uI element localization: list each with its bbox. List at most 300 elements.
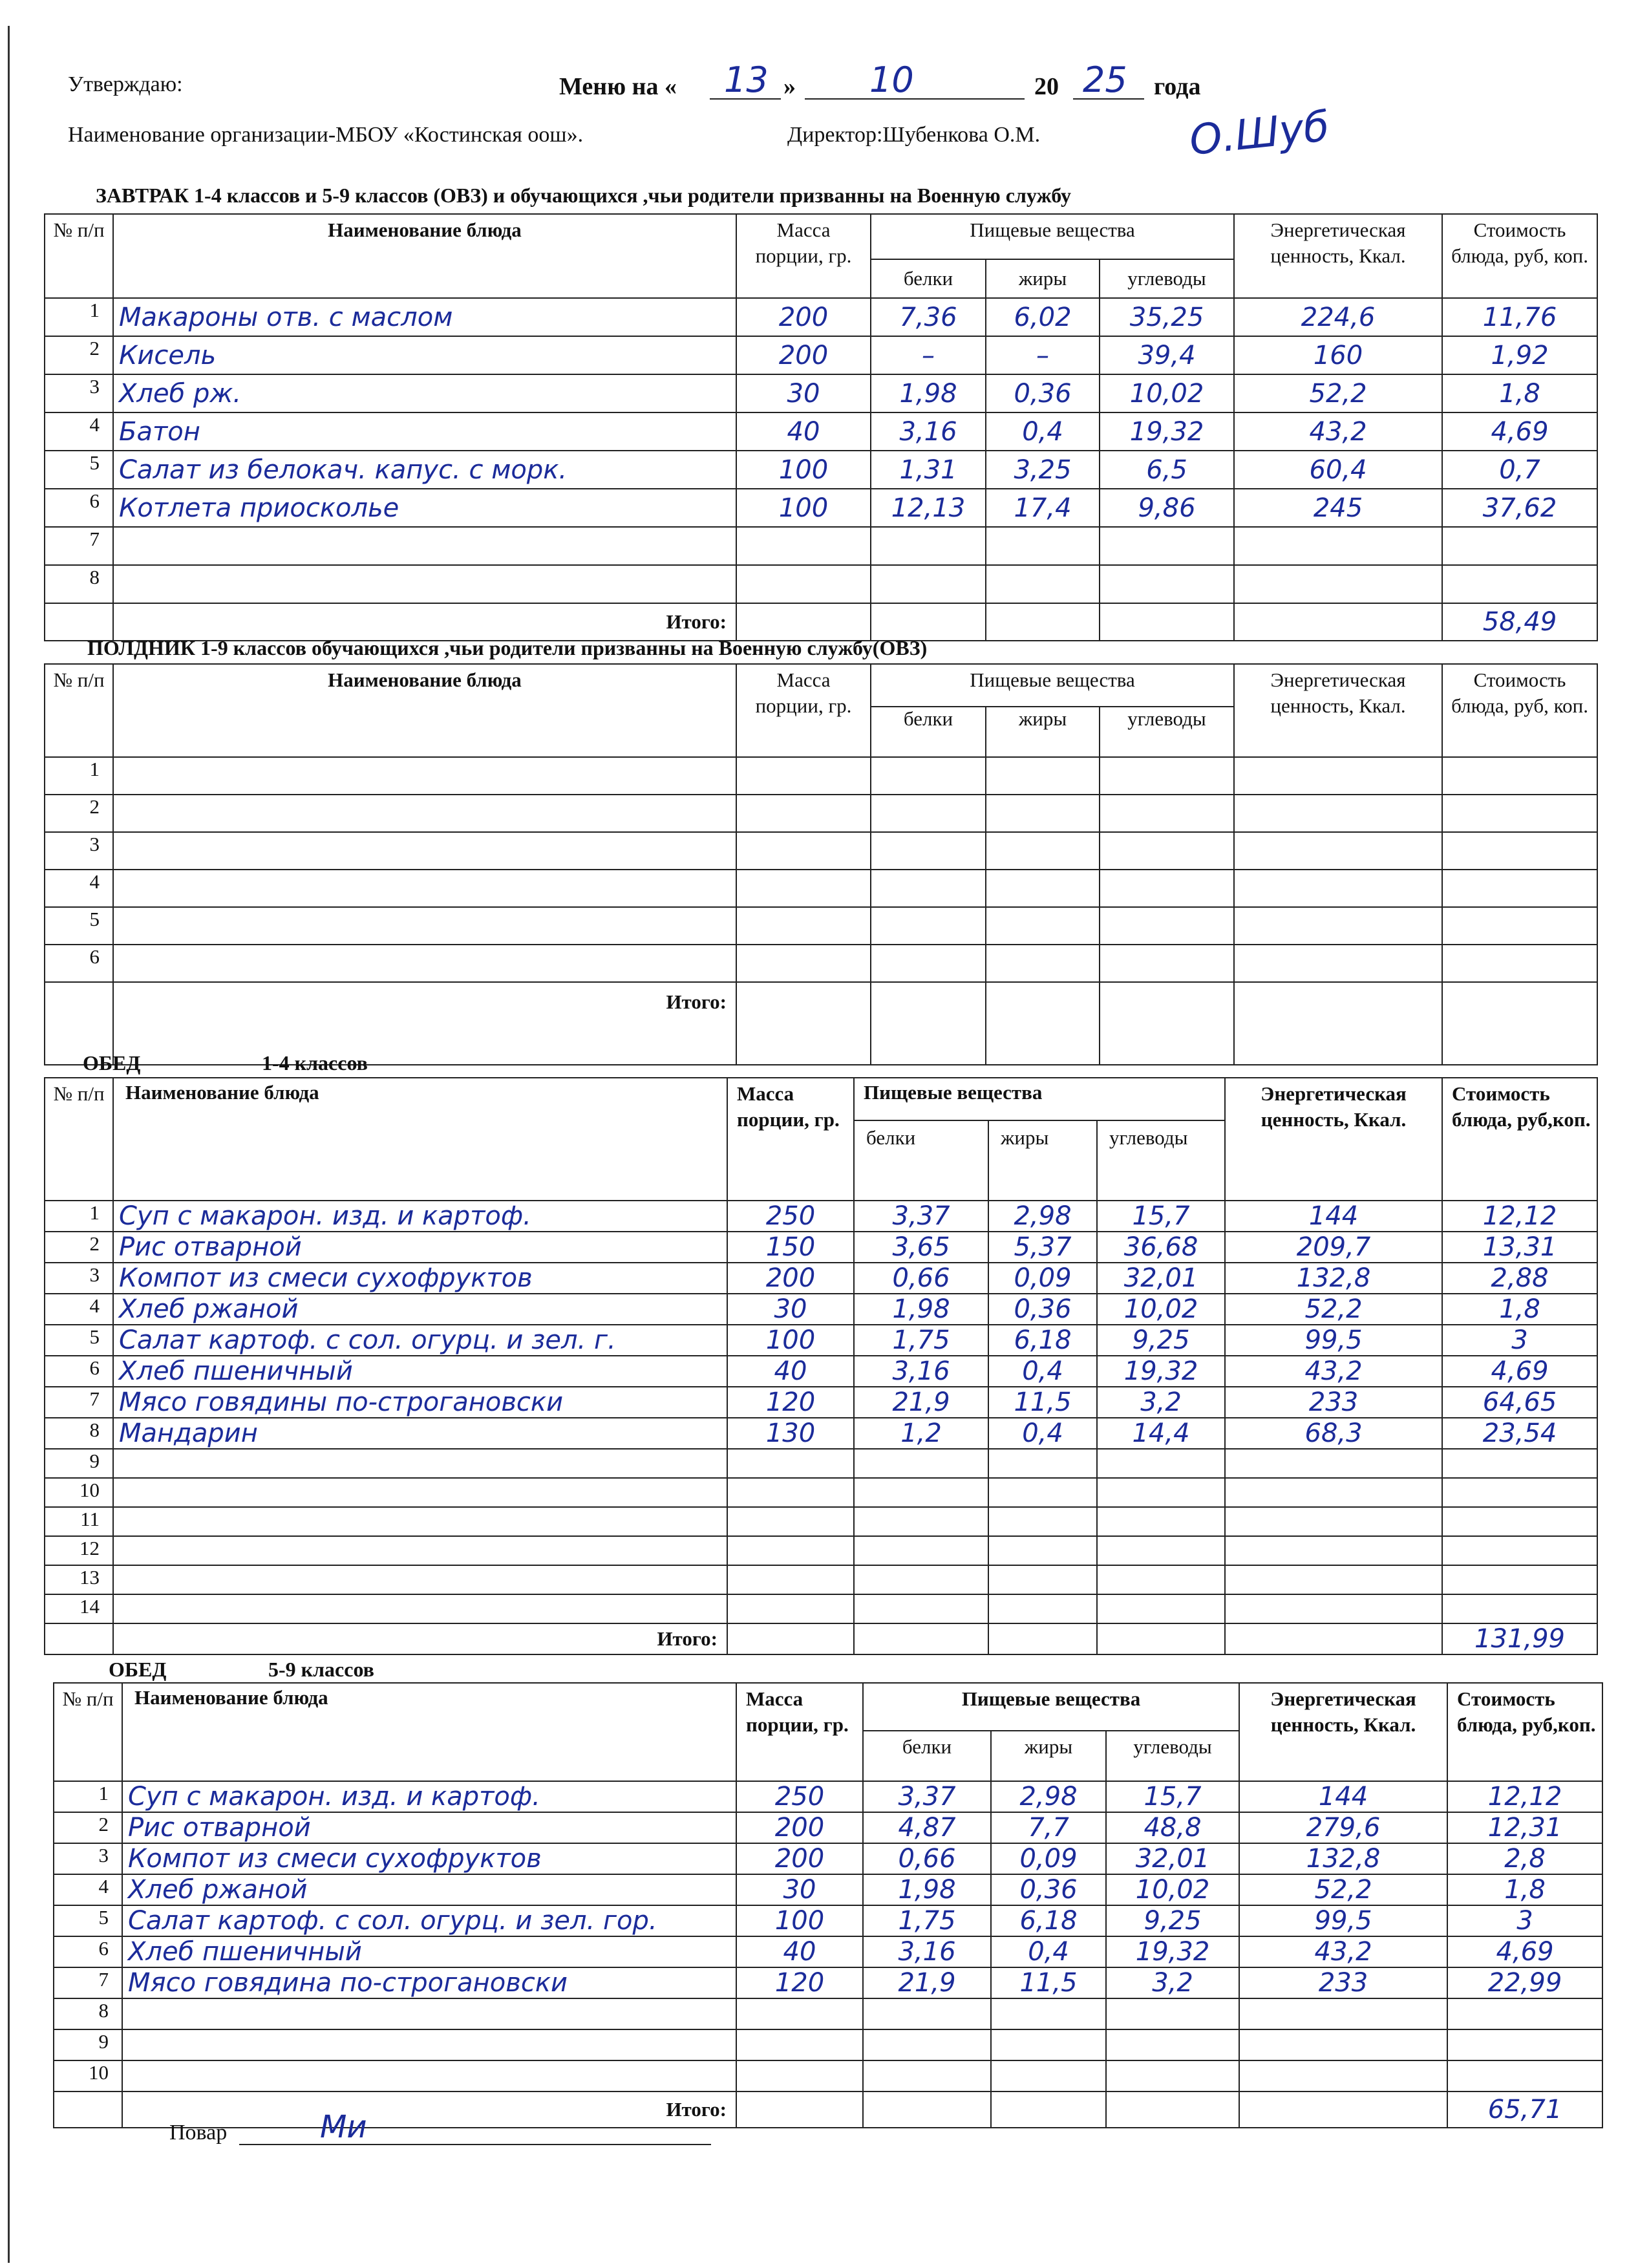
table-row (45, 374, 1597, 412)
portion-mass (727, 1507, 854, 1536)
dish-name: Рис отварной (122, 1812, 736, 1843)
carbs-value (1097, 1507, 1225, 1536)
menu-mid: » (783, 73, 796, 100)
cost-value: 4,69 (1442, 412, 1597, 451)
col-name: Наименование блюда (113, 214, 736, 298)
total-label: Итого: (113, 603, 736, 641)
fat-value: 0,4 (988, 1356, 1097, 1387)
energy-value (1234, 832, 1442, 870)
col-carbs: углеводы (1100, 707, 1234, 757)
table-row (45, 412, 1597, 451)
energy-value (1225, 1536, 1442, 1565)
fat-value: 2,98 (988, 1201, 1097, 1232)
carbs-value (1100, 527, 1234, 565)
col-mass: Масса порции, гр. (736, 1683, 863, 1781)
carbs-value (1106, 2029, 1239, 2060)
portion-mass: 120 (736, 1967, 863, 1998)
cost-value: 64,65 (1442, 1387, 1597, 1418)
menu-month: 10 (869, 59, 914, 100)
fat-value (988, 1536, 1097, 1565)
row-number: 3 (45, 1263, 113, 1294)
cost-value: 12,12 (1442, 1201, 1597, 1232)
fat-value (986, 870, 1100, 907)
lunch59-table (53, 1682, 1603, 2128)
dish-name (113, 1536, 727, 1565)
row-number: 13 (45, 1565, 113, 1594)
row-number: 9 (54, 2029, 122, 2060)
col-name: Наименование блюда (122, 1683, 736, 1781)
dish-name (113, 832, 736, 870)
protein-value (871, 795, 986, 832)
fat-value: 0,4 (991, 1936, 1106, 1967)
col-carbs: углеводы (1100, 259, 1234, 298)
energy-value (1225, 1565, 1442, 1594)
col-no: № п/п (45, 214, 113, 298)
row-number: 1 (45, 757, 113, 795)
carbs-value (1097, 1478, 1225, 1507)
cost-value: 23,54 (1442, 1418, 1597, 1449)
row-number: 7 (45, 527, 113, 565)
portion-mass (736, 870, 871, 907)
carbs-value (1106, 2060, 1239, 2091)
energy-value (1234, 795, 1442, 832)
fat-value (986, 565, 1100, 603)
energy-value: 279,6 (1239, 1812, 1447, 1843)
cost-value (1447, 2029, 1602, 2060)
lunch14-table (44, 1077, 1598, 1655)
portion-mass (736, 907, 871, 945)
protein-value (854, 1449, 988, 1478)
fat-value (986, 757, 1100, 795)
row-number: 6 (45, 489, 113, 527)
energy-value: 60,4 (1234, 451, 1442, 489)
energy-value (1234, 870, 1442, 907)
breakfast-title: ЗАВТРАК 1-4 классов и 5-9 классов (ОВЗ) и обучающихся ,чьи родители призванны на Военную службу (96, 184, 1072, 207)
fat-value (988, 1565, 1097, 1594)
energy-value: 132,8 (1239, 1843, 1447, 1874)
protein-value: 21,9 (854, 1387, 988, 1418)
table-row (45, 565, 1597, 603)
fat-value (986, 832, 1100, 870)
protein-value: 1,75 (863, 1905, 991, 1936)
dish-name (113, 907, 736, 945)
col-energy: Энергетическая ценность, Ккал. (1234, 664, 1442, 757)
menu-day: 13 (724, 59, 769, 100)
cost-value (1442, 1478, 1597, 1507)
snack-title: ПОЛДНИК 1-9 классов обучающихся ,чьи родители призванны на Военную службу(ОВЗ) (87, 636, 928, 659)
portion-mass: 250 (727, 1201, 854, 1232)
col-protein: белки (871, 707, 986, 757)
table-row (45, 1449, 1597, 1478)
table-row (45, 1325, 1597, 1356)
carbs-value: 9,25 (1106, 1905, 1239, 1936)
lunch59-title-a: ОБЕД (109, 1658, 167, 1681)
protein-value: 1,31 (871, 451, 986, 489)
fat-value (988, 1449, 1097, 1478)
portion-mass: 200 (736, 298, 871, 336)
carbs-value: 14,4 (1097, 1418, 1225, 1449)
energy-value: 43,2 (1239, 1936, 1447, 1967)
row-number: 14 (45, 1594, 113, 1623)
lunch14-total: 131,99 (1442, 1623, 1597, 1654)
table-row (45, 336, 1597, 374)
row-number: 10 (45, 1478, 113, 1507)
portion-mass: 40 (727, 1356, 854, 1387)
fat-value: 0,4 (988, 1418, 1097, 1449)
col-mass: Масса порции, гр. (727, 1078, 854, 1201)
energy-value: 52,2 (1225, 1294, 1442, 1325)
portion-mass: 100 (736, 1905, 863, 1936)
dish-name: Мясо говядины по-строгановски (113, 1387, 727, 1418)
year-suffix: 25 (1083, 59, 1127, 100)
dish-name: Котлета приоскольe (113, 489, 736, 527)
col-mass: Масса порции, гр. (736, 664, 871, 757)
dish-name: Хлеб пшеничный (113, 1356, 727, 1387)
table-row (54, 1781, 1602, 1812)
table-row (45, 1294, 1597, 1325)
carbs-value: 19,32 (1106, 1936, 1239, 1967)
portion-mass: 200 (727, 1263, 854, 1294)
table-row (54, 2029, 1602, 2060)
col-mass: Масса порции, гр. (736, 214, 871, 298)
portion-mass (727, 1565, 854, 1594)
cost-value (1442, 757, 1597, 795)
col-cost: Стоимость блюда, руб, коп. (1442, 664, 1597, 757)
energy-value (1225, 1594, 1442, 1623)
table-row (54, 1998, 1602, 2029)
cost-value (1442, 1507, 1597, 1536)
protein-value (871, 870, 986, 907)
portion-mass: 120 (727, 1387, 854, 1418)
energy-value (1225, 1449, 1442, 1478)
carbs-value: 10,02 (1106, 1874, 1239, 1905)
dish-name (113, 527, 736, 565)
row-number: 4 (54, 1874, 122, 1905)
cost-value: 4,69 (1447, 1936, 1602, 1967)
dish-name: Рис отварной (113, 1232, 727, 1263)
cost-value (1442, 565, 1597, 603)
protein-value (863, 2060, 991, 2091)
cost-value (1442, 1565, 1597, 1594)
table-row (54, 1936, 1602, 1967)
table-row (54, 1967, 1602, 1998)
total-label: Итого: (113, 982, 736, 1065)
portion-mass: 30 (736, 374, 871, 412)
table-row (45, 1594, 1597, 1623)
portion-mass: 200 (736, 336, 871, 374)
carbs-value: 19,32 (1100, 412, 1234, 451)
energy-value (1239, 1998, 1447, 2029)
row-number: 8 (45, 1418, 113, 1449)
cook-underline (239, 2144, 711, 2145)
fat-value (986, 945, 1100, 982)
portion-mass: 30 (727, 1294, 854, 1325)
dish-name (113, 1565, 727, 1594)
protein-value: 12,13 (871, 489, 986, 527)
protein-value (871, 757, 986, 795)
table-row (45, 945, 1597, 982)
dish-name: Батон (113, 412, 736, 451)
table-row (45, 757, 1597, 795)
protein-value: 21,9 (863, 1967, 991, 1998)
table-row (45, 907, 1597, 945)
carbs-value (1100, 945, 1234, 982)
portion-mass: 250 (736, 1781, 863, 1812)
carbs-value: 48,8 (1106, 1812, 1239, 1843)
table-row (45, 795, 1597, 832)
org-name: Наименование организации-МБОУ «Костинская оош». (68, 123, 584, 147)
carbs-value: 39,4 (1100, 336, 1234, 374)
col-protein: белки (871, 259, 986, 298)
portion-mass (736, 1998, 863, 2029)
energy-value: 144 (1225, 1201, 1442, 1232)
energy-value: 68,3 (1225, 1418, 1442, 1449)
total-label: Итого: (122, 2091, 736, 2128)
row-number: 1 (45, 1201, 113, 1232)
fat-value (988, 1478, 1097, 1507)
table-row (54, 1905, 1602, 1936)
col-nutrients: Пищевые вещества (863, 1683, 1239, 1731)
portion-mass: 40 (736, 412, 871, 451)
energy-value: 52,2 (1234, 374, 1442, 412)
row-number: 8 (45, 565, 113, 603)
protein-value: 3,37 (854, 1201, 988, 1232)
row-number: 2 (45, 336, 113, 374)
col-nutrients: Пищевые вещества (871, 664, 1234, 707)
cost-value: 1,8 (1442, 374, 1597, 412)
table-row (45, 1507, 1597, 1536)
cost-value: 1,8 (1447, 1874, 1602, 1905)
energy-value (1234, 565, 1442, 603)
cost-value: 3 (1442, 1325, 1597, 1356)
fat-value (991, 1998, 1106, 2029)
protein-value (854, 1565, 988, 1594)
fat-value (988, 1507, 1097, 1536)
portion-mass: 40 (736, 1936, 863, 1967)
col-no: № п/п (45, 1078, 113, 1201)
fat-value: 5,37 (988, 1232, 1097, 1263)
cost-value (1442, 1536, 1597, 1565)
carbs-value: 32,01 (1097, 1263, 1225, 1294)
portion-mass (736, 757, 871, 795)
protein-value: 0,66 (863, 1843, 991, 1874)
portion-mass: 130 (727, 1418, 854, 1449)
table-row (45, 489, 1597, 527)
portion-mass: 100 (736, 451, 871, 489)
row-number: 5 (45, 451, 113, 489)
table-row (45, 1263, 1597, 1294)
protein-value: – (871, 336, 986, 374)
table-row (54, 2060, 1602, 2091)
fat-value: 11,5 (988, 1387, 1097, 1418)
fat-value (986, 907, 1100, 945)
carbs-value: 3,2 (1106, 1967, 1239, 1998)
fat-value: 2,98 (991, 1781, 1106, 1812)
fat-value: 0,4 (986, 412, 1100, 451)
col-cost: Стоимость блюда, руб,коп. (1442, 1078, 1597, 1201)
protein-value: 1,98 (871, 374, 986, 412)
cost-value: 13,31 (1442, 1232, 1597, 1263)
row-number: 8 (54, 1998, 122, 2029)
fat-value: 3,25 (986, 451, 1100, 489)
protein-value: 4,87 (863, 1812, 991, 1843)
portion-mass (736, 2060, 863, 2091)
row-number: 9 (45, 1449, 113, 1478)
carbs-value (1097, 1536, 1225, 1565)
col-nutrients: Пищевые вещества (871, 214, 1234, 259)
dish-name (113, 1478, 727, 1507)
carbs-value (1100, 565, 1234, 603)
row-number: 10 (54, 2060, 122, 2091)
energy-value (1234, 527, 1442, 565)
protein-value: 1,75 (854, 1325, 988, 1356)
cost-value (1442, 795, 1597, 832)
col-protein: белки (854, 1120, 988, 1201)
cost-value: 1,8 (1442, 1294, 1597, 1325)
protein-value: 1,98 (854, 1294, 988, 1325)
carbs-value: 15,7 (1106, 1781, 1239, 1812)
energy-value: 43,2 (1225, 1356, 1442, 1387)
total-label: Итого: (113, 1623, 727, 1654)
protein-value: 1,98 (863, 1874, 991, 1905)
row-number: 2 (45, 1232, 113, 1263)
cost-value (1447, 2060, 1602, 2091)
protein-value (854, 1507, 988, 1536)
cost-value: 4,69 (1442, 1356, 1597, 1387)
cost-value: 37,62 (1442, 489, 1597, 527)
dish-name: Хлеб пшеничный (122, 1936, 736, 1967)
row-number: 12 (45, 1536, 113, 1565)
carbs-value: 9,86 (1100, 489, 1234, 527)
cost-value: 2,8 (1447, 1843, 1602, 1874)
energy-value: 99,5 (1239, 1905, 1447, 1936)
protein-value (871, 945, 986, 982)
protein-value (854, 1594, 988, 1623)
protein-value (854, 1478, 988, 1507)
energy-value: 99,5 (1225, 1325, 1442, 1356)
col-energy: Энергетическая ценность, Ккал. (1239, 1683, 1447, 1781)
dish-name: Суп с макарон. изд. и картоф. (113, 1201, 727, 1232)
table-row (54, 1874, 1602, 1905)
lunch14-title-b: 1-4 классов (262, 1051, 368, 1075)
carbs-value (1100, 832, 1234, 870)
col-name: Наименование блюда (113, 664, 736, 757)
table-row (45, 527, 1597, 565)
portion-mass (736, 795, 871, 832)
carbs-value (1097, 1449, 1225, 1478)
protein-value (854, 1536, 988, 1565)
portion-mass (736, 945, 871, 982)
row-number: 7 (45, 1387, 113, 1418)
energy-value (1239, 2029, 1447, 2060)
energy-value: 245 (1234, 489, 1442, 527)
col-no: № п/п (45, 664, 113, 757)
energy-value: 233 (1239, 1967, 1447, 1998)
dish-name (113, 1507, 727, 1536)
table-row (45, 1418, 1597, 1449)
fat-value: 0,36 (988, 1294, 1097, 1325)
director-signature: О.Шуб (1187, 102, 1332, 166)
cost-value: 12,12 (1447, 1781, 1602, 1812)
row-number: 5 (45, 907, 113, 945)
fat-value: 6,18 (991, 1905, 1106, 1936)
row-number: 2 (54, 1812, 122, 1843)
table-row (54, 1843, 1602, 1874)
cost-value (1442, 832, 1597, 870)
protein-value: 3,37 (863, 1781, 991, 1812)
row-number: 4 (45, 870, 113, 907)
cost-value (1442, 527, 1597, 565)
dish-name (113, 1594, 727, 1623)
cost-value: 12,31 (1447, 1812, 1602, 1843)
row-number: 3 (45, 374, 113, 412)
table-row (45, 1356, 1597, 1387)
portion-mass (727, 1536, 854, 1565)
menu-prefix: Меню на « (559, 73, 677, 100)
dish-name (122, 2060, 736, 2091)
energy-value: 209,7 (1225, 1232, 1442, 1263)
portion-mass (736, 832, 871, 870)
fat-value: 0,36 (991, 1874, 1106, 1905)
row-number: 1 (45, 298, 113, 336)
carbs-value (1097, 1565, 1225, 1594)
dish-name: Мясо говядина по-строгановски (122, 1967, 736, 1998)
portion-mass (736, 2029, 863, 2060)
energy-value: 233 (1225, 1387, 1442, 1418)
protein-value: 3,65 (854, 1232, 988, 1263)
protein-value (863, 2029, 991, 2060)
carbs-value: 10,02 (1100, 374, 1234, 412)
snack-table (44, 663, 1598, 1065)
dish-name: Мандарин (113, 1418, 727, 1449)
portion-mass (727, 1594, 854, 1623)
carbs-value (1100, 757, 1234, 795)
approve-label: Утверждаю: (68, 72, 183, 96)
row-number: 6 (45, 1356, 113, 1387)
energy-value (1225, 1507, 1442, 1536)
month-underline (805, 98, 1025, 100)
fat-value (991, 2060, 1106, 2091)
col-name: Наименование блюда (113, 1078, 727, 1201)
protein-value (863, 1998, 991, 2029)
protein-value: 7,36 (871, 298, 986, 336)
portion-mass: 200 (736, 1843, 863, 1874)
dish-name: Суп с макарон. изд. и картоф. (122, 1781, 736, 1812)
fat-value (988, 1594, 1097, 1623)
table-row (45, 451, 1597, 489)
row-number: 3 (54, 1843, 122, 1874)
protein-value (871, 907, 986, 945)
row-number: 6 (54, 1936, 122, 1967)
row-number: 11 (45, 1507, 113, 1536)
dish-name: Макароны отв. с маслом (113, 298, 736, 336)
dish-name (113, 870, 736, 907)
year-word: года (1154, 73, 1201, 100)
row-number: 7 (54, 1967, 122, 1998)
portion-mass: 100 (736, 489, 871, 527)
protein-value: 3,16 (871, 412, 986, 451)
fat-value: – (986, 336, 1100, 374)
row-number: 1 (54, 1781, 122, 1812)
table-row (45, 1387, 1597, 1418)
director: Директор:Шубенкова О.М. (787, 123, 1041, 147)
col-fat: жиры (991, 1731, 1106, 1781)
breakfast-total: 58,49 (1442, 603, 1597, 641)
cost-value (1442, 1594, 1597, 1623)
protein-value: 3,16 (863, 1936, 991, 1967)
table-row (45, 1201, 1597, 1232)
row-number: 5 (45, 1325, 113, 1356)
